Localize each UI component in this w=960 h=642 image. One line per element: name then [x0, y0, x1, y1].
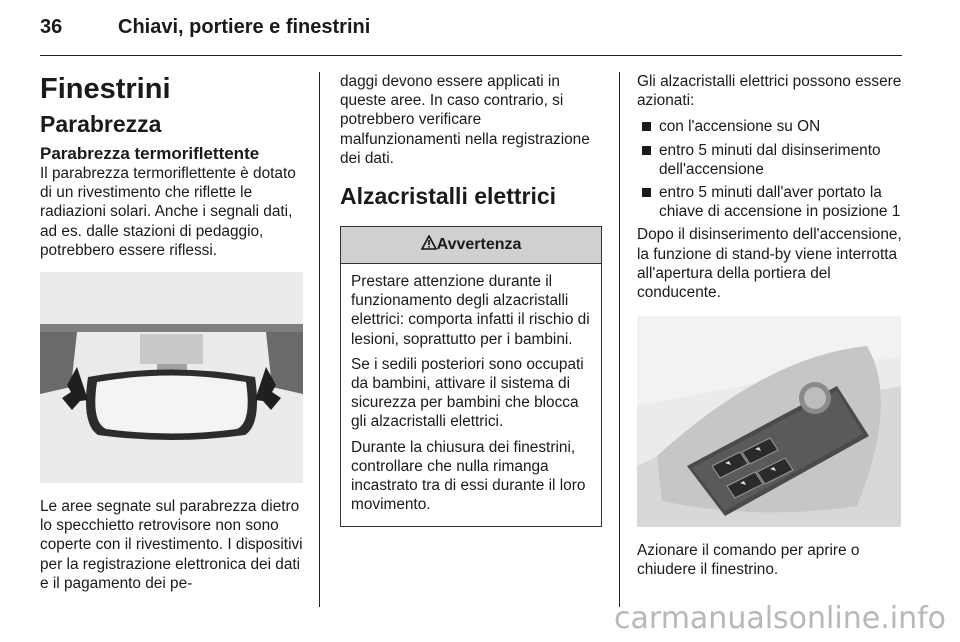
warning-paragraph-2: Se i sedili posteriori sono occupati da bambini, attivare il sistema di sicurezza per bambini che blocca gli alzacristalli elettrici. [351, 355, 584, 431]
warning-paragraph-3: Durante la chiusura dei finestrini, controllare che nulla rimanga incastrato tra di essi durante il loro movimento. [351, 438, 586, 514]
right-column [637, 72, 903, 587]
windshield-mirror-figure [40, 272, 303, 483]
chapter-title: Chiavi, portiere e finestrini [118, 16, 371, 38]
warning-header [341, 227, 601, 264]
title-finestrini: Finestrini [40, 73, 171, 105]
column-divider-1 [319, 72, 320, 607]
heading-alzacristalli: Alzacristalli elettrici [340, 183, 557, 210]
section-heading: Parabrezza termoriflettente [40, 144, 260, 163]
page-header [40, 16, 370, 39]
warning-title: Avvertenza [436, 236, 522, 254]
list-item: con l'accensione su ON [637, 117, 903, 136]
list-item: entro 5 minuti dall'aver portato la chiave di accensione in posizione 1 [637, 183, 903, 221]
warning-triangle-icon [421, 235, 437, 250]
paragraph-marked-areas: Le aree segnate sul parabrezza dietro lo specchietto retrovisore non sono coperte con il rivestimento. I dispositivi per la registrazione elettronica dei dati e il pagamento dei pe- [40, 498, 303, 592]
watermark: carmanualsonline.info [614, 601, 946, 636]
column-divider-2 [619, 72, 620, 607]
window-switch-figure [637, 316, 901, 527]
figure-caption: Azionare il comando per aprire o chiudere il finestrino. [637, 542, 860, 579]
subtitle-parabrezza: Parabrezza [40, 111, 162, 137]
header-divider [40, 55, 902, 56]
paragraph-intro: Il parabrezza termoriflettente è dotato di un rivestimento che riflette le radiazioni solari. Anche i segnali dati, ad es. dalle stazioni di pedaggio, potrebbero essere riflessi. [40, 165, 296, 259]
conditions-list [637, 117, 903, 221]
paragraph-intro-right: Gli alzacristalli elettrici possono essere azionati: [637, 73, 902, 110]
middle-column [340, 72, 602, 527]
warning-paragraph-1: Prestare attenzione durante il funzionamento degli alzacristalli elettrici: comporta infatti il rischio di lesioni, soprattutto per i bambini. [351, 273, 590, 348]
paragraph-standby: Dopo il disinserimento dell'accensione, la funzione di stand-by viene interrotta all'apertura della portiera del conducente. [637, 226, 902, 302]
paragraph-continued: daggi devono essere applicati in queste aree. In caso contrario, si potrebbero verificare malfunzionamenti nella registrazione dei dati. [340, 73, 590, 167]
page-number: 36 [40, 16, 63, 38]
warning-box [340, 226, 602, 527]
list-item: entro 5 minuti dal disinserimento dell'accensione [637, 141, 903, 179]
left-column [40, 72, 305, 600]
